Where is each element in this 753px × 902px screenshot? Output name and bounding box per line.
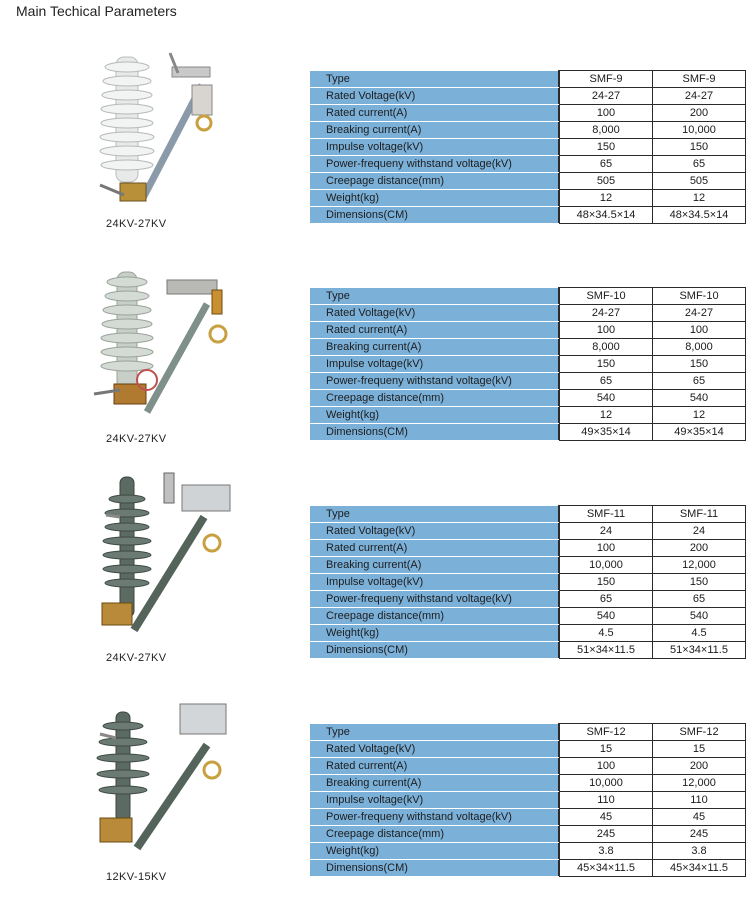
table-row: Breaking current(A) 8,000 8,000 (310, 339, 746, 356)
table-row: Type SMF-9 SMF-9 (310, 71, 746, 88)
table-row: Dimensions(CM) 51×34×11.5 51×34×11.5 (310, 642, 746, 659)
table-row: Breaking current(A) 10,000 12,000 (310, 557, 746, 574)
spec-table (310, 70, 746, 224)
cutout-fuse-porcelain-white-icon (72, 45, 252, 215)
product-caption: 24KV-27KV (106, 218, 167, 230)
table-row: Impulse voltage(kV) 150 150 (310, 356, 746, 373)
table-row: Weight(kg) 12 12 (310, 190, 746, 207)
product-caption: 12KV-15KV (106, 871, 167, 883)
table-row: Creepage distance(mm) 505 505 (310, 173, 746, 190)
product-image-4 (72, 690, 252, 890)
product-caption: 24KV-27KV (106, 652, 167, 664)
table-row: Power-frequeny withstand voltage(kV) 65 65 (310, 373, 746, 390)
product-caption: 24KV-27KV (106, 433, 167, 445)
table-row: Creepage distance(mm) 540 540 (310, 390, 746, 407)
spec-table (310, 723, 746, 877)
table-row: Creepage distance(mm) 245 245 (310, 826, 746, 843)
cutout-fuse-polymer-icon (72, 465, 252, 645)
table-row: Impulse voltage(kV) 150 150 (310, 574, 746, 591)
table-row: Weight(kg) 3.8 3.8 (310, 843, 746, 860)
table-row: Power-frequeny withstand voltage(kV) 65 65 (310, 156, 746, 173)
spec-table (310, 287, 746, 441)
table-row: Rated Voltage(kV) 24-27 24-27 (310, 88, 746, 105)
table-row: Type SMF-10 SMF-10 (310, 288, 746, 305)
page-title: Main Techical Parameters (16, 3, 177, 19)
table-row: Type SMF-12 SMF-12 (310, 724, 746, 741)
table-row: Rated current(A) 100 100 (310, 322, 746, 339)
table-row: Rated Voltage(kV) 15 15 (310, 741, 746, 758)
table-row: Dimensions(CM) 48×34.5×14 48×34.5×14 (310, 207, 746, 224)
table-row: Rated current(A) 100 200 (310, 540, 746, 557)
table-row: Weight(kg) 4.5 4.5 (310, 625, 746, 642)
table-row: Weight(kg) 12 12 (310, 407, 746, 424)
cutout-fuse-porcelain-grey-icon (72, 262, 252, 432)
spec-table (310, 505, 746, 659)
table-row: Rated Voltage(kV) 24 24 (310, 523, 746, 540)
table-row: Power-frequeny withstand voltage(kV) 65 65 (310, 591, 746, 608)
table-row: Rated current(A) 100 200 (310, 105, 746, 122)
product-image-3 (72, 465, 252, 665)
table-row: Breaking current(A) 8,000 10,000 (310, 122, 746, 139)
table-row: Impulse voltage(kV) 110 110 (310, 792, 746, 809)
table-row: Rated Voltage(kV) 24-27 24-27 (310, 305, 746, 322)
table-row: Breaking current(A) 10,000 12,000 (310, 775, 746, 792)
table-row: Type SMF-11 SMF-11 (310, 506, 746, 523)
product-image-2 (72, 262, 252, 462)
product-image-1 (72, 45, 252, 245)
table-row: Dimensions(CM) 45×34×11.5 45×34×11.5 (310, 860, 746, 877)
table-row: Dimensions(CM) 49×35×14 49×35×14 (310, 424, 746, 441)
cutout-fuse-polymer-small-icon (72, 690, 252, 860)
table-row: Creepage distance(mm) 540 540 (310, 608, 746, 625)
table-row: Power-frequeny withstand voltage(kV) 45 45 (310, 809, 746, 826)
table-row: Rated current(A) 100 200 (310, 758, 746, 775)
table-row: Impulse voltage(kV) 150 150 (310, 139, 746, 156)
